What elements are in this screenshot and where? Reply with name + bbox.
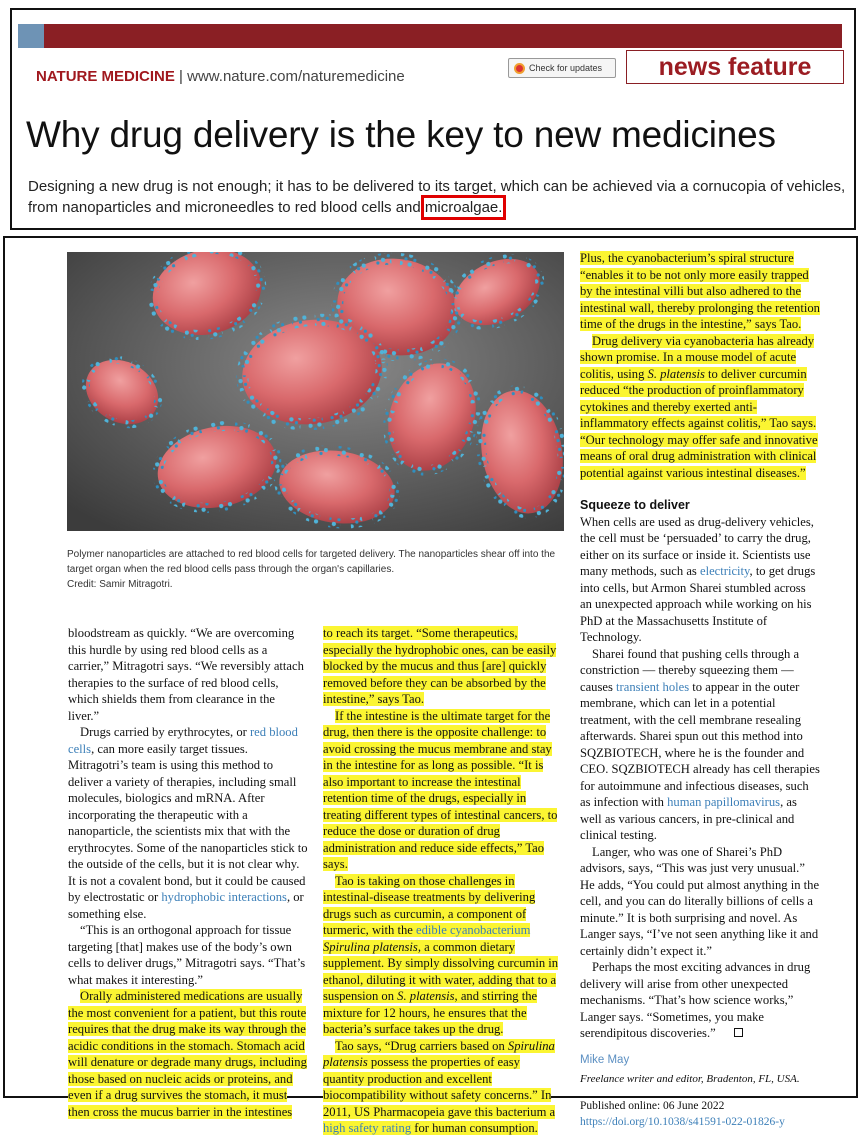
paragraph-highlighted xyxy=(323,1038,563,1137)
link-electricity[interactable]: electricity xyxy=(699,564,750,578)
text-run: Perhaps the most exciting advances in drug delivery will arise from other unexpected mechanisms. “That’s how science works,” Langer says. “Sometimes, you make serendipitous discoveries.” xyxy=(580,960,811,1040)
highlighted-text: Plus, the cyanobacterium’s spiral structure “enables it to be not only more easily trapped by the intestinal villi but also adhered to the intestinal wall, thereby prolonging the retention time of the drugs in the intestine,” says Tao. xyxy=(580,251,820,331)
red-blood-cells-photo xyxy=(67,252,564,531)
highlighted-text: Drug delivery via cyanobacteria has already shown promise. In a mouse model of acute colitis, using xyxy=(580,333,815,381)
journal-name: NATURE MEDICINE xyxy=(36,68,175,85)
standfirst-text: Designing a new drug is not enough; it has to be delivered to its target, which can be achieved via a cornucopia of vehicles, from nanoparticles and microneedles to red blood cells and xyxy=(28,178,846,216)
article-body-panel xyxy=(3,236,858,1135)
published-date: Published online: 06 June 2022 xyxy=(580,1099,725,1112)
column-1 xyxy=(68,625,308,1120)
text-run: Drugs carried by erythrocytes, or xyxy=(80,725,250,739)
highlighted-text: to deliver curcumin reduced “the production of proinflammatory cytokines and thereby exerted anti-inflammatory effects against colitis,” Tao says. “Our technology may offer safe and innovative means of oral drug administration with clinical potential against various intestinal diseases.” xyxy=(580,366,818,480)
check-updates-icon xyxy=(514,63,525,74)
species-name: Spirulina platensis xyxy=(323,939,418,954)
column-3 xyxy=(580,250,820,1131)
paragraph: Langer, who was one of Sharei’s PhD advisors, says, “This was just very unusual.” He adds, “You could put almost anything in the cell, and you can do literally billions of cells a minute.” It is both surprising and novel. As Langer says, “I’ve not seen anything like it and certainly didn’t expect it.” xyxy=(580,844,820,958)
paragraph: bloodstream as quickly. “We are overcoming this hurdle by using red blood cells as a carrier,” Mitragotri says. “We reversibly attach therapies to the surface of red blood cells, which shields them from clearance in the liver.” xyxy=(68,626,304,723)
banner-square xyxy=(18,24,44,48)
paragraph-highlighted xyxy=(580,250,820,333)
text-run: Sharei found that pushing cells through a constriction — thereby squeezing them — causes xyxy=(580,646,800,694)
article-standfirst xyxy=(28,176,848,218)
end-of-article-icon xyxy=(734,1028,743,1037)
paragraph-highlighted xyxy=(323,625,563,708)
section-heading: Squeeze to deliver xyxy=(580,498,690,512)
text-run: , to get drugs into cells, but Armon Sharei stumbled across an unexpected approach while working on his PhD at the Massachusetts Institute of Technology. xyxy=(580,564,816,644)
caption-text: Polymer nanoparticles are attached to red blood cells for targeted delivery. The nanoparticles shear off into the target organ when the red blood cells pass through the organ's capillaries. xyxy=(67,549,556,575)
link-high-safety-rating[interactable]: high safety rating xyxy=(323,1121,412,1135)
author-name[interactable]: Mike May xyxy=(580,1053,630,1066)
highlighted-text: , a common dietary supplement. By simply dissolving curcumin in ethanol, diluting it with water, adding that to a suspension on xyxy=(323,939,559,1003)
journal-line xyxy=(36,68,405,85)
highlighted-text: If the intestine is the ultimate target for the drug, then there is the opposite challenge: to avoid crossing the mucus membrane and stay in the intestine for as long as possible. “It is also important to increase the intestinal retention time of the drugs, especially in treating different types of intestinal cancers, to reduce the dose or duration of drug administration and reduce side effects,” Tao says. xyxy=(323,708,558,871)
highlighted-text: possess the properties of easy quantity production and excellent biocompatibility without safety concerns.” In 2011, US Pharmacopeia gave this bacterium a xyxy=(323,1055,556,1119)
paragraph xyxy=(580,514,820,646)
article-header-panel xyxy=(10,8,856,230)
paragraph-highlighted xyxy=(68,988,308,1120)
journal-separator: | xyxy=(174,68,188,85)
paragraph-highlighted xyxy=(323,708,563,873)
species-name: S. platensis xyxy=(647,366,705,381)
paragraph-highlighted xyxy=(323,873,563,1038)
check-for-updates-button[interactable] xyxy=(508,58,616,78)
link-hydrophobic-interactions[interactable]: hydrophobic interactions xyxy=(161,890,287,904)
check-updates-label: Check for updates xyxy=(529,63,603,73)
highlighted-text: Orally administered medications are usually the most convenient for a patient, but this route requires that the drug make its way through the acidic conditions in the stomach. Stomach acid will denature or degrade many drugs, including those based on nucleic acids or proteins, and even if a drug survives the stomach, it must then cross the mucus barrier in the intestines xyxy=(68,989,307,1119)
text-run: , as well as various cancers, in pre-clinical and clinical testing. xyxy=(580,795,797,842)
doi-link[interactable]: https://doi.org/10.1038/s41591-022-01826-y xyxy=(580,1116,785,1128)
paragraph xyxy=(580,646,820,844)
text-run: , or something else. xyxy=(68,890,304,921)
highlighted-text: Tao says, “Drug carriers based on xyxy=(335,1038,508,1053)
paragraph: “This is an orthogonal approach for tissue targeting [that] makes use of the body’s own cells to deliver drugs,” Mitragotri says. “That’s what makes it interesting.” xyxy=(68,923,306,987)
highlighted-text: for human consumption. xyxy=(411,1121,538,1135)
highlighted-text: Tao is taking on those challenges in intestinal-disease treatments by delivering drugs such as curcumin, a component of turmeric, with the xyxy=(323,873,536,937)
species-name: Spirulina platensis xyxy=(323,1038,555,1069)
journal-url[interactable]: www.nature.com/naturemedicine xyxy=(187,68,405,85)
journal-banner xyxy=(18,24,842,48)
link-transient-holes[interactable]: transient holes xyxy=(616,679,690,694)
paragraph xyxy=(580,959,820,1042)
section-label: news feature xyxy=(626,50,844,84)
link-red-blood-cells[interactable]: red blood cells xyxy=(68,725,298,756)
text-run: , can more easily target tissues. Mitragotri’s team is using this method to deliver a variety of therapies, including small molecules, biologics and mRNA. After incorporating the therapeutic with a nanoparticle, the scientists mix that with the erythrocytes. Some of the nanoparticles stick to the outside of the cells, but it is not clear why. It is not a covalent bond, but it could be caused by electrostatic or xyxy=(68,741,308,904)
paragraph-highlighted xyxy=(580,333,820,482)
species-name: S. platensis xyxy=(397,989,455,1003)
link-edible-cyanobacterium[interactable]: edible cyanobacterium xyxy=(416,923,531,937)
author-affiliation: Freelance writer and editor, Bradenton, FL, USA. xyxy=(580,1073,800,1085)
paragraph xyxy=(68,724,308,922)
column-2 xyxy=(323,625,563,1137)
link-human-papillomavirus[interactable]: human papillomavirus xyxy=(667,795,781,809)
text-run: to appear in the outer membrane, which can let in a potential treatment, with the cell membrane resealing afterwards. Sharei spun out this method into SQZBIOTECH, where he is the founder and CEO. SQZBIOTECH already has cell therapies for autoimmune and infectious diseases, such as infection with xyxy=(580,679,820,809)
red-blood-cells-illustration xyxy=(67,252,564,531)
highlighted-text: to reach its target. “Some therapeutics, especially the hydrophobic ones, can be easily blocked by the mucus and thus [are] quickly removed before they can be absorbed by the intestine,” says Tao. xyxy=(323,626,557,706)
text-run: When cells are used as drug-delivery vehicles, the cell must be ‘persuaded’ to carry the drug, either on its surface or inside it. Scientists use many methods, such as xyxy=(580,514,814,578)
standfirst-highlight-box: microalgae. xyxy=(424,199,503,216)
highlighted-text: , and stirring the mixture for 12 hours, he ensures that the bacteria’s surface takes up the drug. xyxy=(323,989,538,1036)
photo-credit: Credit: Samir Mitragotri. xyxy=(67,579,173,590)
article-title: Why drug delivery is the key to new medicines xyxy=(26,114,776,155)
figure-caption xyxy=(67,547,567,592)
